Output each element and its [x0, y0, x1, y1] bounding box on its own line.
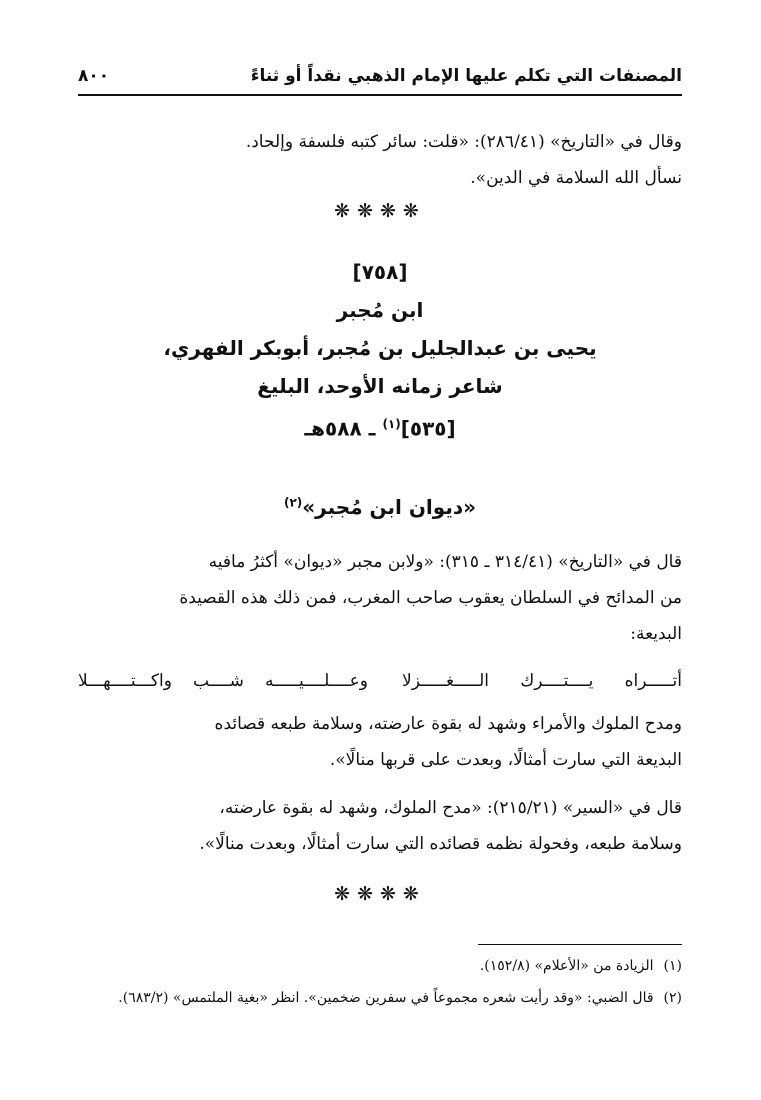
footnote-text: الزيادة من «الأعلام» (١٥٢/٨). — [479, 958, 654, 974]
footnote-number: (١) — [663, 958, 682, 974]
siyar-quote-paragraph — [78, 790, 682, 862]
entry-dates-end: ـ ٥٨٨هـ — [304, 416, 383, 441]
footnote-ref: (١) — [382, 417, 401, 431]
poetry-verse — [78, 663, 682, 699]
tarikh-line: قال في «التاريخ» (٣١٤/٤١ ـ ٣١٥): «ولابن مجبر «ديوان» أكثرُ مافيه — [208, 552, 682, 572]
book-title-text: «ديوان ابن مُجبر» — [302, 495, 477, 519]
footnotes — [78, 952, 682, 1012]
verse-first-hemistich: أتـــــراه يــــتــــرك الـــــغـــــزلا — [402, 671, 682, 691]
entry-heading — [78, 253, 682, 448]
praise-paragraph — [78, 706, 682, 778]
intro-line: نسأل الله السلامة في الدين». — [470, 168, 682, 188]
running-title: المصنفات التي تكلم عليها الإمام الذهبي نقداً أو ثناءً — [250, 66, 682, 86]
entry-full-name: يحيى بن عبدالجليل بن مُجبر، أبوبكر الفهري، — [163, 336, 597, 360]
entry-dates-start: [٥٣٥] — [400, 416, 456, 441]
siyar-line: قال في «السير» (٢١٥/٢١): «مدح الملوك، وشهد له بقوة عارضته، — [219, 798, 682, 818]
footnote-text: قال الضبي: «وقد رأيت شعره مجموعاً في سفرين ضخمين». انظر «بغية الملتمس» (٦٨٣/٢). — [118, 990, 654, 1006]
verse-second-hemistich: وعــــلــــيـــــه شــــب واكـــتــــهـــلا — [78, 671, 368, 691]
entry-dates — [78, 405, 682, 448]
siyar-line: وسلامة طبعه، وفحولة نظمه قصائده التي سارت أمثالًا، وبعدت منالًا». — [199, 834, 682, 854]
intro-line: وقال في «التاريخ» (٢٨٦/٤١): «قلت: سائر كتبه فلسفة وإلحاد. — [245, 132, 682, 152]
footnote-ref: (٢) — [283, 495, 303, 510]
footnote-divider — [478, 944, 682, 945]
header-divider — [78, 94, 682, 96]
footnote — [78, 952, 682, 980]
tarikh-line: البديعة: — [630, 624, 682, 644]
footnote-number: (٢) — [663, 990, 682, 1006]
tarikh-quote-paragraph — [78, 544, 682, 652]
entry-description: شاعر زمانه الأوحد، البليغ — [257, 374, 503, 398]
page-number: ٨٠٠ — [78, 66, 110, 86]
praise-line: البديعة التي سارت أمثالًا، وبعدت على قربها منالًا». — [329, 750, 682, 770]
section-separator: ❋❋❋❋ — [334, 883, 426, 905]
page-header — [78, 62, 682, 92]
praise-line: ومدح الملوك والأمراء وشهد له بقوة عارضته، وسلامة طبعه قصائده — [214, 714, 682, 734]
entry-number: [٧٥٨] — [352, 260, 408, 284]
footnote — [78, 984, 682, 1012]
book-title — [78, 495, 682, 519]
section-separator: ❋❋❋❋ — [334, 200, 426, 222]
tarikh-line: من المدائح في السلطان يعقوب صاحب المغرب، فمن ذلك هذه القصيدة — [179, 588, 682, 608]
intro-paragraph — [78, 124, 682, 196]
entry-name: ابن مُجبر — [336, 298, 424, 322]
